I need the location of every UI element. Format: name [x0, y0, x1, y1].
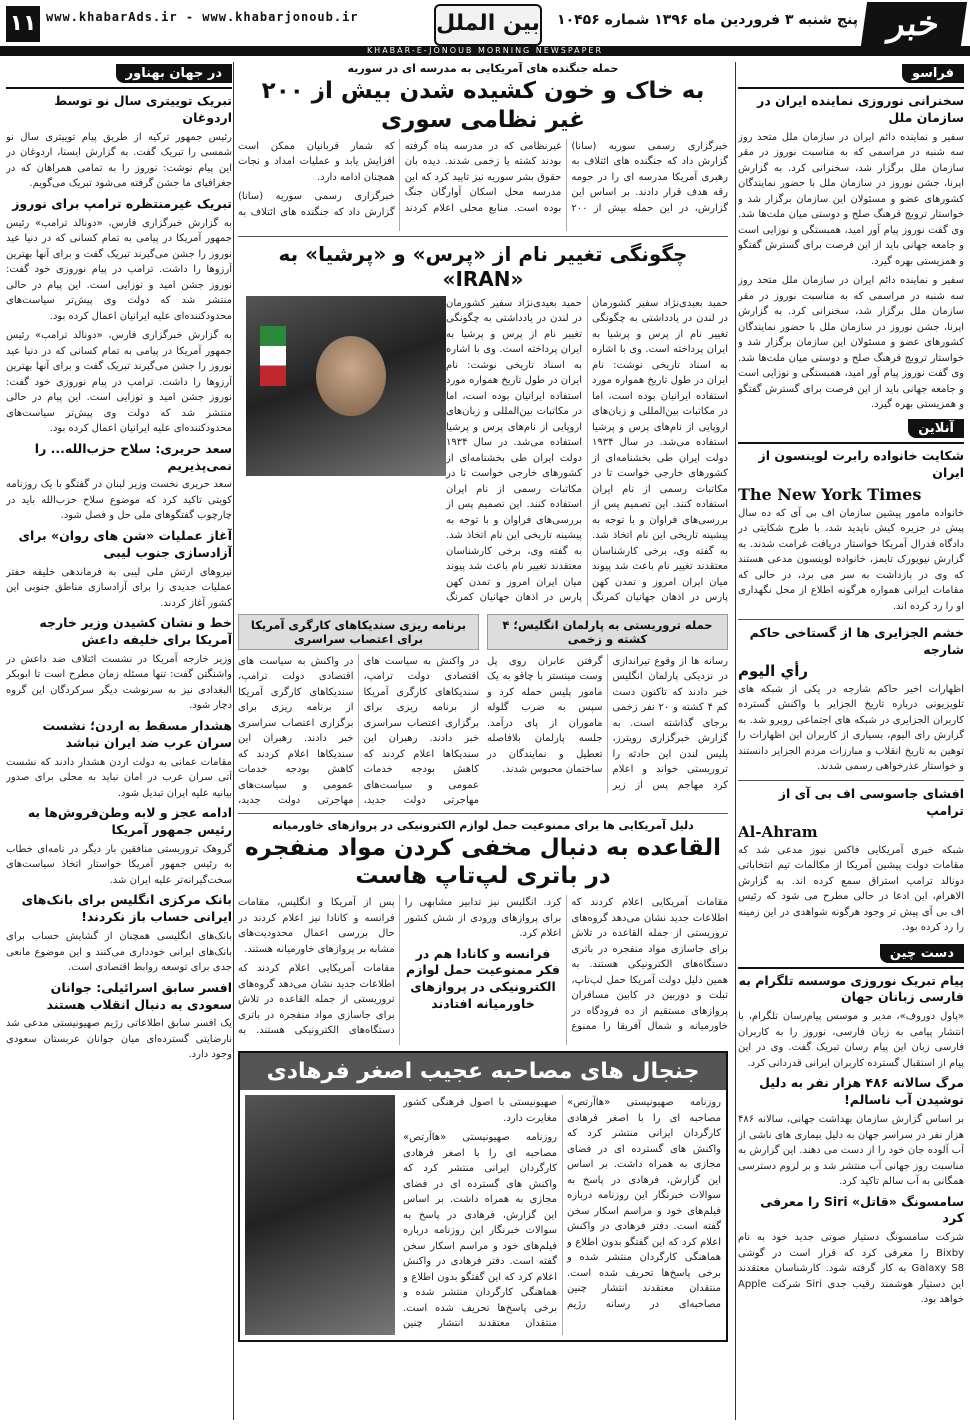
section-title: بین الملل — [434, 4, 542, 46]
subheadline: فرانسه و کانادا هم در فکر ممنوعیت حمل لوازم الکترونیکی در پروازهای خاورمیانه افتادند — [406, 945, 560, 1012]
article-text: بر اساس گزارش سازمان بهداشت جهانی، سالانه ۴۸۶ هزار نفر در سراسر جهان به دلیل بیماری های ناشی از آب آلوده جان خود را از دست می دهند. این گزارش به مناسبت روز جهانی آب منتشر شد و بر لزوم دسترسی همگانی به آب سالم تاکید کرد. — [738, 1114, 964, 1187]
headline: بانک مرکزی انگلیس برای بانک‌های ایرانی حساب باز نکردند! — [21, 892, 232, 925]
section-tab-dastchin: دست چین — [880, 944, 964, 963]
website-urls[interactable]: www.khabarAds.ir - www.khabarjonoub.ir — [46, 10, 359, 24]
masthead — [0, 0, 970, 58]
article-text: پس از آمریکا و انگلیس، مقامات فرانسه و کانادا نیز اعلام کردند در حال بررسی اعمال محدودیت‌های مشابه بر پروازهای خاورمیانه هستند. — [238, 897, 395, 955]
article-text: اظهارات اخیر حاکم شارجه در یکی از شبکه های تلویزیونی درباره تاریخ الجزایر با واکنش گسترده کاربران الجزایری در شبکه های اجتماعی روبرو شد. به گزارش رای الیوم، بسیاری از کاربران این اظهارات را توهین به تاریخ انقلاب و مبارزات مردم الجزایر دانستند و خواستار عذرخواهی رسمی شدند. — [738, 683, 964, 773]
nyt-logo: The New York Times — [738, 484, 922, 504]
section-tab-online: آنلاین — [908, 419, 964, 438]
article-text: خبرگزاری رسمی سوریه (سانا) گزارش داد که جنگنده های ائتلاف به رهبری آمریکا مدرسه ای را در حومه رقه هدف قرار دادند. بر اساس این گزارش، در این حمله بیش از ۲۰۰ غیرنظامی که در مدرسه پناه گرفته بودند کشته یا زخمی شدند. دیده بان حقوق بشر سوریه نیز تایید کرد که این مدرسه محل اسکان آوارگان جنگ بوده است. منابع محلی اعلام کردند که شمار قربانیان ممکن است افزایش یابد و عملیات امداد و نجات همچنان ادامه دارد. — [238, 140, 728, 214]
article-text: یک افسر سابق اطلاعاتی رژیم صهیونیستی مدعی شد نارضایتی گسترده‌ای میان جوانان عربستان سعودی وجود دارد. — [6, 1018, 232, 1061]
headline: سعد حریری: سلاح حزب‌الله... را نمی‌پذیریم — [34, 440, 232, 473]
portrait-image — [316, 336, 386, 416]
headline: سخنرانی نوروزی نماینده ایران در سازمان ملل — [757, 93, 964, 125]
iran-headline: چگونگی تغییر نام از «پرس» و «پرشیا» به «IRAN» — [278, 241, 688, 291]
center-column — [238, 62, 728, 1420]
headline: خشم الجزایری ها از گستاخی حاکم شارجه — [749, 625, 964, 657]
headline: تبریک توییتری سال نو توسط اردوغان — [54, 93, 232, 125]
article-text: شبکه خبری آمریکایی فاکس نیوز مدعی شد که مقامات دولت پیشین آمریکا از مکالمات تیم انتخاباتی دونالد ترامپ استراق سمع کرده اند. به گزارش الاهرام، این ادعا در حالی مطرح می شود که رئیس اف بی آی پیش تر وجود هرگونه شواهدی در این زمینه را رد کرده بود. — [738, 844, 964, 933]
iran-flag-image — [260, 326, 286, 386]
farhadi-feature — [238, 1051, 728, 1342]
headline: افشای جاسوسی اف بی آی از ترامپ — [778, 785, 964, 818]
article-text: «پاول دوروف»، مدیر و موسس پیام‌رسان تلگرام، با انتشار پیامی به زبان فارسی، نوروز را به کاربران فارسی زبان این پیام رسان تبریک گفت. وی در این پیام از استقبال گسترده کاربران ایرانی قدردانی کرد. — [738, 1011, 964, 1069]
london-attack-article — [487, 610, 728, 808]
article-text: حمید بعیدی‌نژاد سفیر کشورمان در لندن در یادداشتی به چگونگی تغییر نام از پرس و پرشیا به ایران پرداخته است. وی با اشاره به اسناد تاریخی نوشت: نام ایران در طول تاریخ همواره مورد استفاده ایرانیان بوده است، اما در مکاتبات بین‌المللی و زبان‌های اروپایی از نام‌های پرس و پرشیا استفاده می‌شد. در سال ۱۹۳۴ دولت ایران طی بخشنامه‌ای از کشورهای خارجی خواست تا در مکاتبات رسمی از نام ایران استفاده کنند. این تصمیم پس از بررسی‌های فراوان و با توجه به پیشینه تاریخی این نام اتخاذ شد. به گفته وی، برخی کارشناسان معتقدند تغییر نام باعث شد پیوند میان ایران امروز و تمدن کهن پارس در اذهان جهانیان کمرنگ — [592, 297, 728, 603]
article-text: شرکت سامسونگ دستیار صوتی جدید خود به نام Bixby را معرفی کرد که قرار است در گوشی Galaxy S8 به کار گرفته شود. کارشناسان معتقدند این دستیار هوشمند رقیب جدی Siri شرکت Apple خواهد بود. — [738, 1232, 964, 1306]
article-text: روزنامه صهیونیستی «هاآرتص» مصاحبه ای را با اصغر فرهادی کارگردان ایرانی منتشر کرد که واکنش های گسترده ای در فضای مجازی به همراه داشت. بر اساس این گزارش، فرهادی در پاسخ به سوالات خبرنگار این روزنامه درباره فیلم‌های خود و مراسم اسکار سخن گفته است. دفتر فرهادی در واکنش اعلام کرد که این گفتگو بدون اطلاع و هماهنگی کارگردان منتشر شده و برخی پاسخ‌ها تحریف شده است. منتقدان معتقدند انتشار چنین — [403, 1132, 557, 1329]
feature-headline: جنجال های مصاحبه عجیب اصغر فرهادی — [240, 1053, 726, 1090]
article-text: سعد حریری نخست وزیر لبنان در گفتگو با یک روزنامه کویتی تاکید کرد که موضوع سلاح حزب‌الله باید در چارچوب گفتگوهای ملی حل و فصل شود. — [6, 479, 232, 522]
article-text: وزیر خارجه آمریکا در نشست ائتلاف ضد داعش در واشنگتن گفت: تنها مسئله زمان مطرح است تا ابوبکر البغدادی نیز به سرنوشت دیگر سرکردگان این گروه دچار شود. — [6, 653, 232, 712]
headline: هشدار مسقط به اردن؛ نشست سران عرب ضد ایران نباشد — [42, 717, 232, 750]
headline: مرگ سالانه ۴۸۶ هزار نفر به دلیل نوشیدن آب ناسالم! — [759, 1075, 964, 1108]
article-text: مقامات عمانی به دولت اردن هشدار دادند که نشست آتی سران عرب در امان نباید به محلی برای صدور بیانیه علیه ایران تبدیل شود. — [6, 756, 232, 799]
laptop-headline: القاعده به دنبال مخفی کردن مواد منفجره در باتری لپ‌تاپ هاست — [244, 834, 722, 890]
article-text: به گزارش خبرگزاری فارس، «دونالد ترامپ» رئیس جمهور آمریکا در پیامی به تمام کسانی که در دنیا عید نوروز را جشن می‌گیرند تبریک گفت و برای آنها بهترین آرزوها را داشت. ترامپ در پیام نوروزی خود گفت: نوروز جشن امید و نوزایی است. این پیام در حالی منتشر شد که دولت وی پیش‌تر سیاست‌های محدودکننده‌ای علیه ایرانیان اعمال کرده بود. — [6, 330, 232, 435]
strike-article — [238, 610, 479, 808]
lead-headline: به خاک و خون کشیده شدن بیش از ۲۰۰ غیر نظامی سوری — [261, 78, 705, 133]
raialyoum-logo: رأي اليوم — [738, 661, 809, 680]
headline: خط و نشان کشیدن وزیر خارجه آمریکا برای خلیفه داعش — [39, 615, 232, 647]
lead-kicker: حمله جنگنده های آمریکایی به مدرسه ای در سوریه — [347, 62, 619, 75]
article-text: بانک‌های انگلیسی همچنان از گشایش حساب برای بانک‌های ایرانی خودداری می‌کنند و این موضوع مانعی جدی برای توسعه روابط اقتصادی است. — [6, 931, 232, 974]
headline: آغاز عملیات «شن های روان» برای آزادسازی جنوب لیبی — [18, 527, 232, 560]
article-text: رئیس جمهور ترکیه از طریق پیام توییتری سال نو شمسی را تبریک گفت. به گزارش ایسنا، اردوغان در این پیام نوشت: نوروز را به تمامی همراهان که در جغرافیای ما جشن گرفته می‌شود تبریک می‌گویم. — [6, 131, 232, 190]
column-divider — [735, 62, 736, 1420]
ahram-logo: Al-Ahram — [738, 822, 818, 841]
section-tab-world: در جهان بهناور — [116, 64, 232, 83]
newspaper-logo: خبر — [861, 2, 967, 46]
masthead-banner: KHABAR-E-JONOUB MORNING NEWSPAPER — [0, 46, 970, 56]
column-divider — [233, 62, 234, 1420]
article-text: در واکنش به سیاست های اقتصادی دولت ترامپ، سندیکاهای کارگری آمریکا از برنامه ریزی برای برگزاری اعتصاب سراسری خبر دادند. رهبران این سندیکاها اعلام کردند که کاهش بودجه خدمات عمومی و سیاست‌های مهاجرتی دولت جدید، — [238, 655, 354, 806]
article-text: گروهک تروریستی منافقین بار دیگر در نامه‌ای خطاب به رئیس جمهور آمریکا خواستار اتخاذ سیاست‌های سخت‌گیرانه‌تر علیه ایران شد. — [6, 843, 232, 886]
article-text: مقامات آمریکایی اعلام کردند که اطلاعات جدید نشان می‌دهد گروه‌های تروریستی از جمله القاعده در تلاش برای جاسازی مواد منفجره در باتری دستگاه‌های الکترونیکی هستند. به همین دلیل دولت آمریکا حمل لپ‌تاپ، تبلت و دوربین در کابین مسافران پروازهای مستقیم از ده فرودگاه در خاورمیانه و شمال آفریقا را ممنوع کرد. انگلیس نیز تدابیر مشابهی را برای پروازهای ورودی از شش کشور اعلام کرد. — [404, 897, 728, 1032]
section-tab-farasoo: فراسو — [902, 64, 964, 83]
headline: ادامه عجز و لابه وطن‌فروش‌ها به رئیس جمهور آمریکا — [27, 805, 232, 837]
page-number: ۱۱ — [6, 6, 40, 42]
article-text: رسانه ها از وقوع تیراندازی در نزدیکی پارلمان انگلیس خبر دادند که تاکنون دست کم ۴ کشته و ۲۰ نفر زخمی برجای گذاشته است. به گزارش خبرگزاری رویترز، پلیس لندن این حادثه را تروریستی خواند و اعلام کرد مهاجم پس از زیر گرفتن عابران روی پل وست مینستر با چاقو به یک مامور پلیس حمله کرد و سپس به ضرب گلوله ماموران از پای درآمد. جلسه پارلمان بلافاصله تعطیل و نمایندگان در ساختمان محبوس شدند. — [487, 655, 728, 791]
article-text: به گزارش خبرگزاری فارس، «دونالد ترامپ» رئیس جمهور آمریکا در پیامی به تمام کسانی که در دنیا عید نوروز را جشن می‌گیرند تبریک گفت و برای آنها بهترین آرزوها را داشت. ترامپ در پیام نوروزی خود گفت: نوروز جشن امید و نوزایی است. این پیام در حالی منتشر شد که دولت وی پیش‌تر سیاست‌های محدودکننده‌ای علیه ایرانیان اعمال کرده بود. — [6, 217, 232, 322]
article-text: نیروهای ارتش ملی لیبی به فرماندهی خلیفه حفتر عملیات جدیدی را برای آزادسازی مناطق جنوبی این کشور آغاز کردند. — [6, 566, 232, 609]
left-column — [6, 62, 232, 1420]
article-text: سفیر و نماینده دائم ایران در سازمان ملل متحد روز سه شنبه در مراسمی که به مناسبت نوروز در مقر سازمان ملل برگزار شد، سخنرانی کرد. به گزارش ایرنا، جشن نوروز در سازمان ملل با حضور نمایندگان کشورهای عضو و مسئولان این سازمان برگزار شد و خواستار ترویج فرهنگ صلح و دوستی میان ملت‌ها شد. وی گفت نوروز پیام آور امید، همبستگی و نوزایی است و جامعه جهانی باید از این فرصت برای گسترش گفتگو و همزیستی بهره گیرد. — [738, 275, 964, 411]
headline: افسر سابق اسرائیلی: جوانان سعودی به دنبال انقلاب هستند — [46, 979, 232, 1012]
article-text: سفیر و نماینده دائم ایران در سازمان ملل متحد روز سه شنبه در مراسمی که به مناسبت نوروز در مقر سازمان ملل برگزار شد، سخنرانی کرد. به گزارش ایرنا، جشن نوروز در سازمان ملل با حضور نمایندگان کشورهای عضو و مسئولان این سازمان برگزار شد و خواستار ترویج فرهنگ صلح و دوستی میان ملت‌ها شد. وی گفت نوروز پیام آور امید، همبستگی و نوزایی است و جامعه جهانی باید از این فرصت برای گسترش گفتگو و همزیستی بهره گیرد. — [738, 131, 964, 267]
article-text: در واکنش به سیاست های اقتصادی دولت ترامپ، سندیکاهای کارگری آمریکا از برنامه ریزی برای برگزاری اعتصاب سراسری خبر دادند. رهبران این سندیکاها اعلام کردند که کاهش بودجه خدمات عمومی و سیاست‌های مهاجرتی دولت جدید، — [363, 655, 479, 806]
dateline: پنج شنبه ۳ فروردین ماه ۱۳۹۶ شماره ۱۰۴۵۶ — [557, 12, 858, 28]
right-column — [738, 62, 964, 1420]
farhadi-photo — [245, 1095, 395, 1335]
article-text: خبرگزاری رسمی سوریه (سانا) گزارش داد که جنگنده های ائتلاف به — [238, 191, 395, 218]
article-text: خانواده مامور پیشین سازمان اف بی آی که ده سال پیش در جزیره کیش ناپدید شد، با طرح شکایتی در دادگاه فدرال آمریکا خواستار دریافت غرامت شدند. به گزارش نیویورک تایمز، خانواده لوینسون مدعی هستند که وی در بازداشت به سر می برد، در حالی که مقامات ایرانی همواره هرگونه اطلاع از محل نگهداری او را رد کرده اند. — [738, 507, 964, 612]
headline-bar: حمله تروریستی به پارلمان انگلیس؛ ۴ کشته و زخمی — [487, 614, 728, 650]
headline-bar: برنامه ریزی سندیکاهای کارگری آمریکا برای اعتصاب سراسری — [238, 614, 479, 650]
headline: پیام تبریک نوروزی موسسه تلگرام به فارسی زبانان جهان — [738, 972, 964, 1005]
article-text: حمید بعیدی‌نژاد سفیر کشورمان در لندن در یادداشتی به چگونگی تغییر نام از پرس و پرشیا به ایران پرداخته است. وی با اشاره به اسناد تاریخی نوشت: نام ایران در طول تاریخ همواره مورد استفاده ایرانیان بوده است، اما در مکاتبات بین‌المللی و زبان‌های اروپایی از نام‌های پرس و پرشیا استفاده می‌شد. در سال ۱۹۳۴ دولت ایران طی بخشنامه‌ای از کشورهای خارجی خواست تا در مکاتبات رسمی از نام ایران استفاده کنند. این تصمیم پس از بررسی‌های فراوان و با توجه به پیشینه تاریخی این نام اتخاذ شد. به گفته وی، برخی کارشناسان معتقدند تغییر نام باعث شد پیوند میان ایران امروز و تمدن کهن پارس در اذهان جهانیان کمرنگ — [446, 297, 582, 603]
headline: شکایت خانواده رابرت لوینسون از ایران — [758, 447, 964, 480]
headline: تبریک غیرمنتظره ترامپ برای نوروز — [12, 195, 232, 211]
headline: سامسونگ «قاتل» Siri را معرفی کرد — [760, 1193, 964, 1226]
laptop-kicker: دلیل آمریکایی ها برای ممنوعیت حمل لوازم الکترونیکی در پروازهای خاورمیانه — [272, 818, 694, 832]
article-text: روزنامه صهیونیستی «هاآرتص» مصاحبه ای را با اصغر فرهادی کارگردان ایرانی منتشر کرد که واکنش های گسترده ای در فضای مجازی به همراه داشت. بر اساس این گزارش، فرهادی در پاسخ به سوالات خبرنگار این روزنامه درباره فیلم‌های خود و مراسم اسکار سخن گفته است. دفتر فرهادی در واکنش اعلام کرد که این گفتگو بدون اطلاع و هماهنگی کارگردان منتشر شده و برخی پاسخ‌ها تحریف شده است. منتقدان معتقدند انتشار چنین مصاحبه‌ای در رسانه رژیم صهیونیستی با اصول فرهنگی کشور مغایرت دارد. — [403, 1097, 721, 1310]
article-text: مقامات آمریکایی اعلام کردند که اطلاعات جدید نشان می‌دهد گروه‌های تروریستی از جمله القاعده در تلاش برای جاسازی مواد منفجره در باتری دستگاه‌های الکترونیکی هستند. به — [238, 963, 395, 1036]
ambassador-photo — [246, 296, 446, 476]
